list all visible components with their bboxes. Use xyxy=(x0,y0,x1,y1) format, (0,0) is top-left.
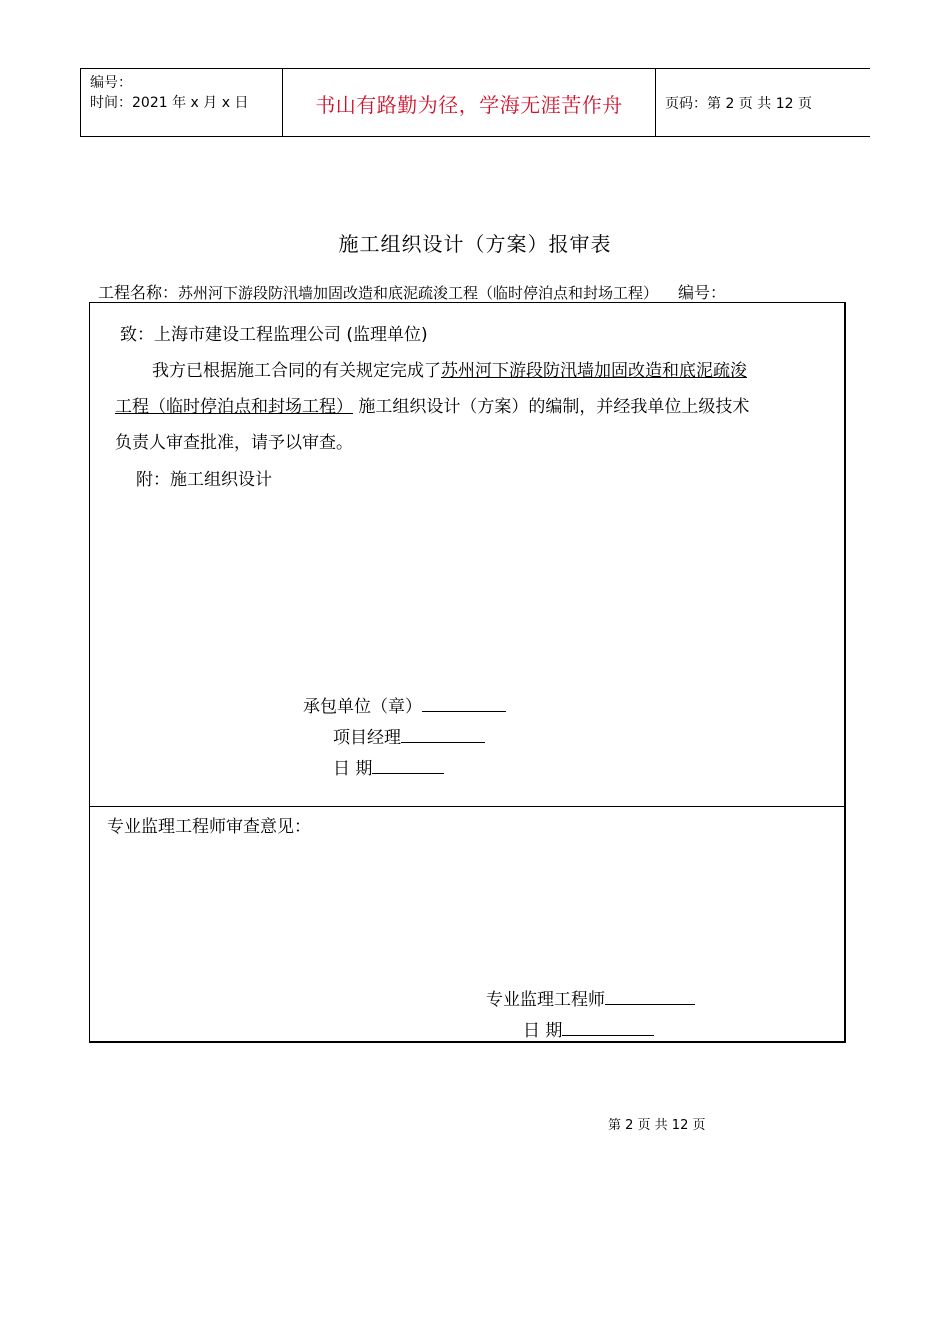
engineer-line xyxy=(486,985,695,1010)
engineer-label: 专业监理工程师 xyxy=(486,990,605,1010)
contractor-blank[interactable] xyxy=(422,695,506,712)
header-number: 编号： xyxy=(90,75,132,91)
body-line-3: 负责人审查批准，请予以审查。 xyxy=(115,433,353,453)
contractor-label: 承包单位（章） xyxy=(303,697,422,717)
pm-blank[interactable] xyxy=(401,726,485,743)
body-rest-1: 施工组织设计（方案）的编制，并经我单位上级技术 xyxy=(353,397,750,417)
header-meta xyxy=(90,73,248,113)
review-label: 专业监理工程师审查意见： xyxy=(107,817,311,837)
date-label: 日 期 xyxy=(333,759,373,779)
body-line-2 xyxy=(115,392,749,417)
project-name: 苏州河下游段防汛墙加固改造和底泥疏浚工程（临时停泊点和封场工程） xyxy=(178,284,659,302)
pm-label: 项目经理 xyxy=(333,728,401,748)
form-box xyxy=(89,302,846,1043)
project-line xyxy=(98,280,726,303)
header-page-info: 页码：第 2 页 共 12 页 xyxy=(665,96,812,112)
date-blank-2[interactable] xyxy=(562,1019,654,1036)
header-time: 时间：2021 年 x 月 x 日 xyxy=(90,95,249,111)
date-line xyxy=(333,754,444,779)
date-label-2: 日 期 xyxy=(523,1021,563,1041)
form-title: 施工组织设计（方案）报审表 xyxy=(338,232,612,256)
box-border-top xyxy=(89,302,846,303)
box-border-bottom xyxy=(89,1041,846,1043)
box-border-right xyxy=(844,302,846,1043)
body-intro: 我方已根据施工合同的有关规定完成了 xyxy=(152,361,441,381)
header-divider-2 xyxy=(655,69,656,136)
header-border-left xyxy=(80,69,81,136)
engineer-blank[interactable] xyxy=(605,988,695,1005)
page-header xyxy=(80,68,870,137)
date-blank[interactable] xyxy=(372,757,444,774)
attachment-line: 附：施工组织设计 xyxy=(136,470,272,490)
project-label: 工程名称： xyxy=(98,283,179,302)
pm-line xyxy=(333,723,485,748)
body-line-1 xyxy=(152,356,747,381)
date-line-2 xyxy=(523,1016,654,1041)
body-project-part2: 工程（临时停泊点和封场工程） xyxy=(115,397,353,417)
box-separator xyxy=(89,806,846,807)
body-project-part1: 苏州河下游段防汛墙加固改造和底泥疏浚 xyxy=(441,361,747,381)
contractor-line xyxy=(303,692,506,717)
project-number-label: 编号： xyxy=(678,283,727,302)
page-footer: 第 2 页 共 12 页 xyxy=(608,1118,706,1133)
box-border-left xyxy=(89,302,90,1043)
header-motto: 书山有路勤为径，学海无涯苦作舟 xyxy=(315,93,623,117)
to-line: 致：上海市建设工程监理公司 (监理单位) xyxy=(120,325,428,345)
